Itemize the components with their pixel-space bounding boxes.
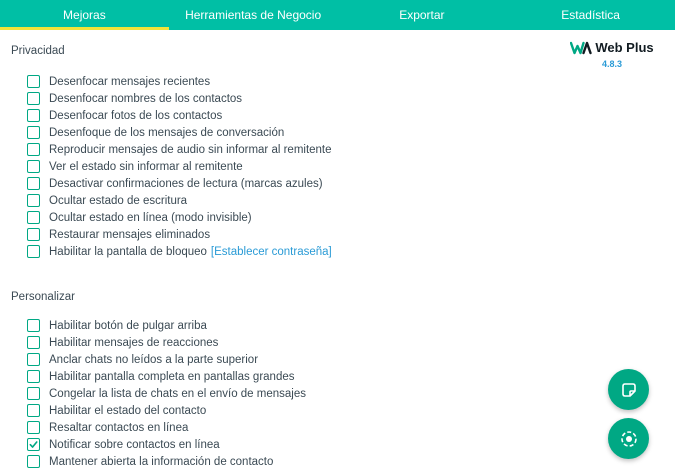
- checkmark-icon: [29, 440, 38, 449]
- option-item[interactable]: [27, 368, 306, 385]
- option-item[interactable]: [27, 334, 306, 351]
- privacy-options: [27, 73, 332, 261]
- checkbox[interactable]: [27, 143, 40, 156]
- option-label: Desenfocar nombres de los contactos: [49, 92, 243, 105]
- checkbox[interactable]: [27, 245, 40, 258]
- option-label: Desactivar confirmaciones de lectura (marcas azules): [49, 177, 323, 190]
- tab-herramientas-de-negocio[interactable]: [169, 0, 338, 30]
- option-label: Notificar sobre contactos en línea: [49, 438, 220, 451]
- option-item[interactable]: [27, 243, 332, 260]
- option-label: Mantener abierta la información de contacto: [49, 455, 274, 468]
- option-label: Ver el estado sin informar al remitente: [49, 160, 243, 173]
- option-item[interactable]: [27, 385, 306, 402]
- checkbox[interactable]: [27, 194, 40, 207]
- checkbox[interactable]: [27, 353, 40, 366]
- tab-estadistica[interactable]: [506, 0, 675, 30]
- option-item[interactable]: [27, 158, 332, 175]
- top-tab-bar: [0, 0, 675, 30]
- checkbox[interactable]: [27, 126, 40, 139]
- checkbox[interactable]: [27, 455, 40, 468]
- sticker-button[interactable]: [608, 369, 649, 410]
- option-label: Habilitar pantalla completa en pantallas grandes: [49, 370, 295, 383]
- status-ring-icon: [620, 430, 638, 448]
- checkbox[interactable]: [27, 404, 40, 417]
- checkbox[interactable]: [27, 160, 40, 173]
- option-label: Anclar chats no leídos a la parte superior: [49, 353, 259, 366]
- tab-exportar[interactable]: [338, 0, 507, 30]
- option-item[interactable]: [27, 436, 306, 453]
- option-label: Desenfocar mensajes recientes: [49, 75, 211, 88]
- app-version: 4.8.3: [601, 59, 623, 69]
- option-item[interactable]: [27, 175, 332, 192]
- tab-label: Herramientas de Negocio: [185, 8, 322, 22]
- tab-label: Estadística: [561, 8, 620, 22]
- logo-text: Web Plus: [595, 40, 654, 55]
- option-label: Resaltar contactos en línea: [49, 421, 189, 434]
- option-item[interactable]: [27, 453, 306, 470]
- option-item[interactable]: [27, 419, 306, 436]
- checkbox[interactable]: [27, 177, 40, 190]
- app-logo: [567, 40, 657, 69]
- option-label: Ocultar estado de escritura: [49, 194, 188, 207]
- checkbox[interactable]: [27, 336, 40, 349]
- option-item[interactable]: [27, 226, 332, 243]
- option-item[interactable]: [27, 73, 332, 90]
- option-label: Habilitar botón de pulgar arriba: [49, 319, 207, 332]
- wa-logo-icon: [570, 41, 592, 55]
- option-item[interactable]: [27, 402, 306, 419]
- checkbox[interactable]: [27, 109, 40, 122]
- checkbox[interactable]: [27, 75, 40, 88]
- checkbox[interactable]: [27, 228, 40, 241]
- option-label: Habilitar la pantalla de bloqueo: [49, 245, 207, 258]
- checkbox[interactable]: [27, 370, 40, 383]
- option-item[interactable]: [27, 141, 332, 158]
- option-item[interactable]: [27, 317, 306, 334]
- tab-mejoras[interactable]: [0, 0, 169, 30]
- tab-label: Mejoras: [63, 8, 106, 22]
- personalize-section-title: Personalizar: [11, 291, 75, 303]
- option-label: Reproducir mensajes de audio sin informar al remitente: [49, 143, 332, 156]
- option-item[interactable]: [27, 209, 332, 226]
- status-button[interactable]: [608, 418, 649, 459]
- checkbox-checked[interactable]: [27, 438, 40, 451]
- tab-label: Exportar: [399, 8, 445, 22]
- option-item[interactable]: [27, 351, 306, 368]
- checkbox[interactable]: [27, 387, 40, 400]
- checkbox[interactable]: [27, 211, 40, 224]
- set-password-link[interactable]: [Establecer contraseña]: [210, 245, 332, 258]
- option-label: Desenfoque de los mensajes de conversación: [49, 126, 285, 139]
- sticker-icon: [620, 381, 638, 399]
- option-item[interactable]: [27, 90, 332, 107]
- checkbox[interactable]: [27, 319, 40, 332]
- option-label: Habilitar el estado del contacto: [49, 404, 207, 417]
- option-label: Ocultar estado en línea (modo invisible): [49, 211, 252, 224]
- privacy-section-title: Privacidad: [11, 45, 65, 57]
- option-label: Restaurar mensajes eliminados: [49, 228, 211, 241]
- personalize-options: [27, 317, 306, 470]
- option-item[interactable]: [27, 107, 332, 124]
- option-label: Congelar la lista de chats en el envío de mensajes: [49, 387, 306, 400]
- option-item[interactable]: [27, 124, 332, 141]
- option-label: Habilitar mensajes de reacciones: [49, 336, 219, 349]
- checkbox[interactable]: [27, 421, 40, 434]
- checkbox[interactable]: [27, 92, 40, 105]
- option-label: Desenfocar fotos de los contactos: [49, 109, 223, 122]
- option-item[interactable]: [27, 192, 332, 209]
